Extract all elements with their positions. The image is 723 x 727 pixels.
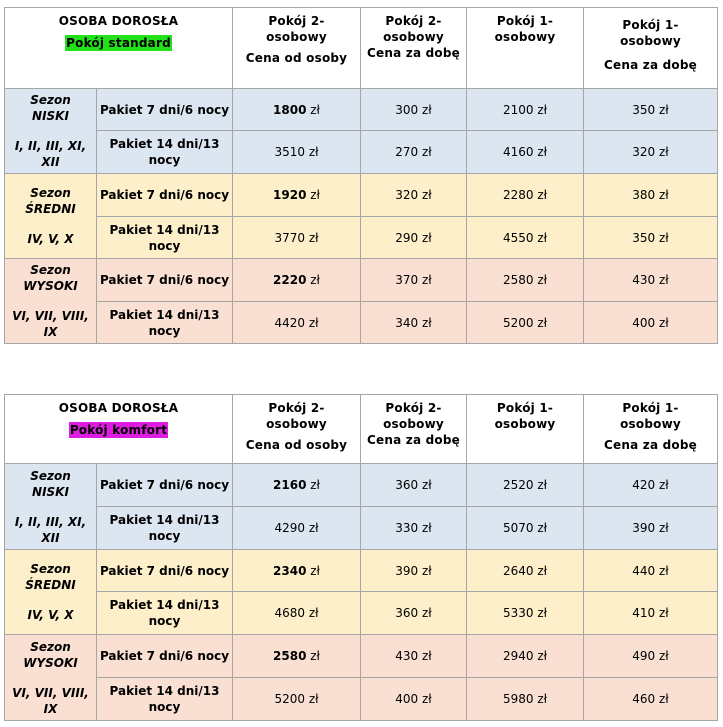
price-day-1: 400 zł [584,302,718,344]
price-person: 4420 zł [233,302,361,344]
price-person: 4680 zł [233,592,361,635]
package-label: Pakiet 7 dni/6 nocy [97,635,233,678]
season-name: ŚREDNI [25,202,76,216]
header-line: Cena od osoby [245,51,348,65]
table-header-row [5,8,718,89]
price-person: 1920 [273,188,307,202]
package-label: Pakiet 14 dni/13 nocy [97,592,233,635]
header-col-1p [467,8,584,89]
package-label: Pakiet 7 dni/6 nocy [97,464,233,507]
price-day-2: 330 zł [361,507,467,550]
table-row [5,217,718,259]
price-day-1: 420 zł [584,464,718,507]
header-line: Pokój 2- [268,14,325,28]
season-top: Sezon [30,562,71,576]
header-col-1p [467,395,584,464]
price-person-cell [233,464,361,507]
price-day-2: 270 zł [361,131,467,174]
price-day-2: 320 zł [361,174,467,217]
table-row [5,507,718,550]
header-col-2p-person [233,8,361,89]
price-day-1: 460 zł [584,678,718,721]
currency: zł [306,649,320,663]
season-cell [5,259,97,344]
table-row [5,131,718,174]
price-person: 2160 [273,478,307,492]
season-months: I, II, III, XI, XII [14,514,87,545]
header-line: osobowy [494,30,556,44]
currency: zł [306,102,320,117]
season-name: NISKI [32,484,69,499]
price-person-cell [233,89,361,131]
price-1: 2100 zł [467,89,584,131]
price-table-komfort [4,394,718,721]
header-line: osobowy [383,417,444,431]
price-1: 5330 zł [467,592,584,635]
header-line: Pokój 2- [385,401,442,415]
price-1: 5200 zł [467,302,584,344]
price-1: 2280 zł [467,174,584,217]
season-top: Sezon [30,93,71,107]
price-person: 2580 [273,649,307,663]
header-line: osobowy [620,417,681,431]
price-person: 5200 zł [233,678,361,721]
price-person-cell [233,635,361,678]
price-person: 2340 [273,563,307,578]
header-line: Pokój 2- [385,14,442,28]
package-label: Pakiet 7 dni/6 nocy [97,259,233,302]
price-day-1: 350 zł [584,89,718,131]
season-months: I, II, III, XI, XII [14,139,87,169]
table-row [5,174,718,217]
header-line: Cena za dobę [604,58,697,72]
package-label: Pakiet 14 dni/13 nocy [97,217,233,259]
header-line: osobowy [266,417,327,431]
header-left-cell [5,8,233,89]
price-day-1: 410 zł [584,592,718,635]
table-row [5,302,718,344]
table-row [5,550,718,592]
package-label: Pakiet 7 dni/6 nocy [97,89,233,131]
season-name: ŚREDNI [25,578,76,592]
price-person: 2220 [273,273,307,287]
price-day-1: 320 zł [584,131,718,174]
currency: zł [306,188,320,202]
currency: zł [306,273,320,287]
currency: zł [306,478,320,492]
price-person: 1800 [273,102,307,117]
price-day-1: 490 zł [584,635,718,678]
price-1: 5070 zł [467,507,584,550]
header-line: osobowy [383,30,444,44]
season-name: WYSOKI [23,655,78,670]
package-label: Pakiet 14 dni/13 nocy [97,507,233,550]
price-table-standard [4,7,718,344]
table-row [5,592,718,635]
header-line: Pokój 1- [622,401,679,415]
header-line: osobowy [494,417,556,431]
header-line: Cena od osoby [245,438,348,452]
package-label: Pakiet 14 dni/13 nocy [97,131,233,174]
price-person: 3510 zł [233,131,361,174]
package-label: Pakiet 7 dni/6 nocy [97,550,233,592]
price-1: 4160 zł [467,131,584,174]
price-day-2: 360 zł [361,464,467,507]
price-person-cell [233,550,361,592]
price-day-2: 360 zł [361,592,467,635]
price-day-1: 440 zł [584,550,718,592]
package-label: Pakiet 14 dni/13 nocy [97,302,233,344]
header-line: Cena za dobę [367,46,460,60]
price-day-2: 300 zł [361,89,467,131]
header-line: Pokój 1- [496,14,554,28]
header-col-2p-day [361,8,467,89]
table-row [5,464,718,507]
price-person: 4290 zł [233,507,361,550]
header-line: Cena za dobę [367,433,460,447]
header-line: Pokój 2- [268,401,325,415]
header-line: osobowy [620,34,681,48]
room-type-label: Pokój komfort [69,423,168,437]
currency: zł [306,563,320,578]
table-row [5,259,718,302]
price-day-2: 370 zł [361,259,467,302]
header-line: Cena za dobę [604,438,697,452]
season-top: Sezon [30,639,71,654]
season-cell [5,635,97,721]
price-day-2: 390 zł [361,550,467,592]
price-day-2: 430 zł [361,635,467,678]
price-1: 2520 zł [467,464,584,507]
header-left-title: OSOBA DOROSŁA [58,14,179,28]
price-1: 4550 zł [467,217,584,259]
price-person: 3770 zł [233,217,361,259]
header-line: Pokój 1- [496,401,554,415]
season-cell [5,174,97,259]
season-months: VI, VII, VIII, IX [12,309,89,339]
season-months: VI, VII, VIII, IX [12,685,89,716]
season-cell [5,89,97,174]
header-left-title: OSOBA DOROSŁA [58,401,179,415]
season-cell [5,550,97,635]
season-top: Sezon [30,263,71,277]
price-day-2: 400 zł [361,678,467,721]
season-months: IV, V, X [27,232,74,246]
price-person-cell [233,259,361,302]
price-day-1: 350 zł [584,217,718,259]
header-left-cell [5,395,233,464]
room-type-label: Pokój standard [66,36,171,50]
header-line: osobowy [266,30,327,44]
season-name: WYSOKI [23,279,78,293]
season-cell [5,464,97,550]
price-day-1: 390 zł [584,507,718,550]
price-1: 5980 zł [467,678,584,721]
header-col-2p-day [361,395,467,464]
package-label: Pakiet 7 dni/6 nocy [97,174,233,217]
header-col-1p-day [584,8,718,89]
header-line: Pokój 1- [622,18,679,32]
header-col-1p-day [584,395,718,464]
price-day-1: 430 zł [584,259,718,302]
price-day-2: 290 zł [361,217,467,259]
price-1: 2940 zł [467,635,584,678]
table-row [5,635,718,678]
season-top: Sezon [30,468,71,483]
price-day-2: 340 zł [361,302,467,344]
season-top: Sezon [30,186,71,200]
price-1: 2580 zł [467,259,584,302]
package-label: Pakiet 14 dni/13 nocy [97,678,233,721]
season-name: NISKI [32,109,69,123]
table-row [5,678,718,721]
header-col-2p-person [233,395,361,464]
table-row [5,89,718,131]
price-day-1: 380 zł [584,174,718,217]
table-header-row [5,395,718,464]
season-months: IV, V, X [27,608,74,622]
price-1: 2640 zł [467,550,584,592]
price-person-cell [233,174,361,217]
